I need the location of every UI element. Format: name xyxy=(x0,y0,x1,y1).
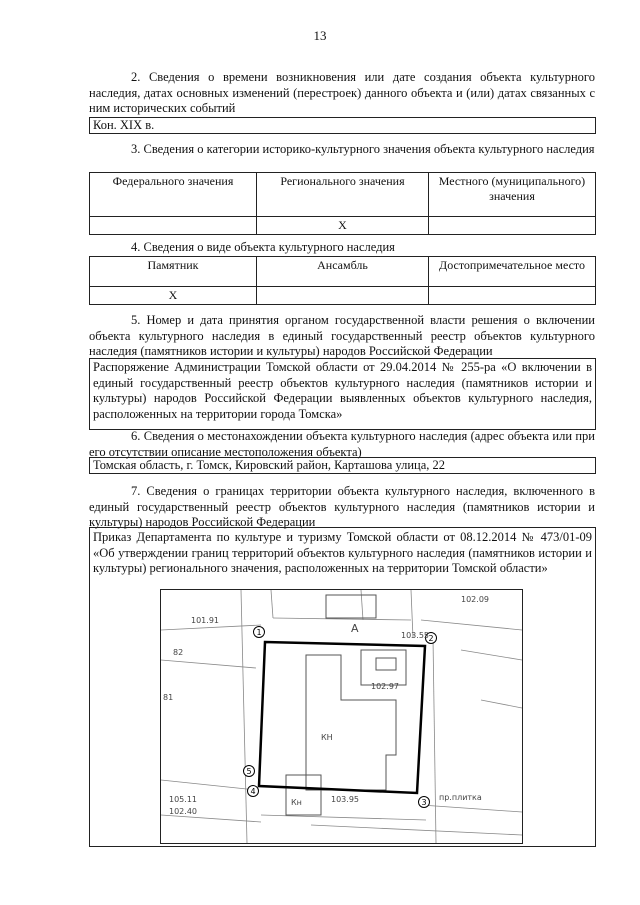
svg-text:5: 5 xyxy=(246,767,252,776)
svg-text:3: 3 xyxy=(421,798,427,807)
type-landmark-mark xyxy=(429,287,596,305)
category-local-mark xyxy=(429,217,596,235)
section7-heading: 7. Сведения о границах территории объекта культурного наследия, включенного в единый государственный реестр объектов культурного наследия (памятников истории и культуры) народов Российской Федерации xyxy=(89,484,595,529)
category-local-header: Местного (муниципального) значения xyxy=(429,173,596,217)
type-landmark-header: Достопримечательное место xyxy=(429,257,596,287)
map-label-81: 81 xyxy=(163,693,174,702)
map-label-kn: КН xyxy=(321,733,333,742)
category-regional-header: Регионального значения xyxy=(256,173,428,217)
map-label-82: 82 xyxy=(173,648,184,657)
map-label-elev5: 105.11 xyxy=(169,795,197,804)
boundary-point-1 xyxy=(254,627,265,638)
section6-value: Томская область, г. Томск, Кировский район, Карташова улица, 22 xyxy=(89,457,596,474)
boundary-map-drawing xyxy=(161,590,522,843)
category-federal-mark xyxy=(90,217,257,235)
section7-value: Приказ Департамента по культуре и туризму Томской области от 08.12.2014 № 473/01-09 «Об утверждении границ территорий объектов культурного наследия (памятников истории и культуры) регионального значения, расположенных на территории Томской области» xyxy=(93,530,592,575)
section5-heading: 5. Номер и дата принятия органом государственной власти решения о включении объекта культурного наследия в единый государственный реестр объектов культурного наследия (памятников истории и культуры) народов Российской Федерации xyxy=(89,313,595,358)
boundary-point-3 xyxy=(419,797,430,808)
boundary-point-4 xyxy=(248,786,259,797)
type-monument-mark: X xyxy=(90,287,257,305)
category-table xyxy=(89,172,596,235)
section6-heading: 6. Сведения о местонахождении объекта культурного наследия (адрес объекта или при его отсутствии описание местоположения объекта) xyxy=(89,429,595,459)
type-monument-header: Памятник xyxy=(90,257,257,287)
category-regional-mark: X xyxy=(256,217,428,235)
page-number: 13 xyxy=(313,28,327,43)
section5-value: Распоряжение Администрации Томской области от 29.04.2014 № 255-ра «О включении в единый государственный реестр объектов культурного наследия (памятников истории и культуры) народов Российской Федерации выявленных объектов культурного наследия, расположенных на территории города Томска» xyxy=(89,358,596,430)
map-label-kn2: Кн xyxy=(291,798,302,807)
map-label-elev7: 101.91 xyxy=(191,616,219,625)
map-label-elev4: 102.09 xyxy=(461,595,489,604)
svg-text:2: 2 xyxy=(428,634,434,643)
boundary-polygon xyxy=(259,642,425,793)
svg-text:4: 4 xyxy=(250,787,256,796)
map-label-a: А xyxy=(351,622,359,635)
boundary-map xyxy=(160,589,523,844)
map-label-elev6: 102.40 xyxy=(169,807,197,816)
section2-heading: 2. Сведения о времени возникновения или дате создания объекта культурного наследия, датах основных изменений (перестроек) данного объекта и (или) датах связанных с ним исторических событий xyxy=(89,70,595,115)
map-label-elev2: 103.95 xyxy=(331,795,359,804)
boundary-point-5 xyxy=(244,766,255,777)
map-label-elev3: 103.55 xyxy=(401,631,429,640)
section3-heading: 3. Сведения о категории историко-культурного значения объекта культурного наследия xyxy=(131,142,595,156)
type-ensemble-header: Ансамбль xyxy=(256,257,428,287)
map-label-elev1: 102.97 xyxy=(371,682,399,691)
section2-value: Кон. XIX в. xyxy=(89,117,596,134)
type-table xyxy=(89,256,596,305)
category-federal-header: Федерального значения xyxy=(90,173,257,217)
svg-text:1: 1 xyxy=(256,628,262,637)
map-label-paving: пр.плитка xyxy=(439,793,482,802)
type-ensemble-mark xyxy=(256,287,428,305)
section4-heading: 4. Сведения о виде объекта культурного наследия xyxy=(131,240,395,254)
